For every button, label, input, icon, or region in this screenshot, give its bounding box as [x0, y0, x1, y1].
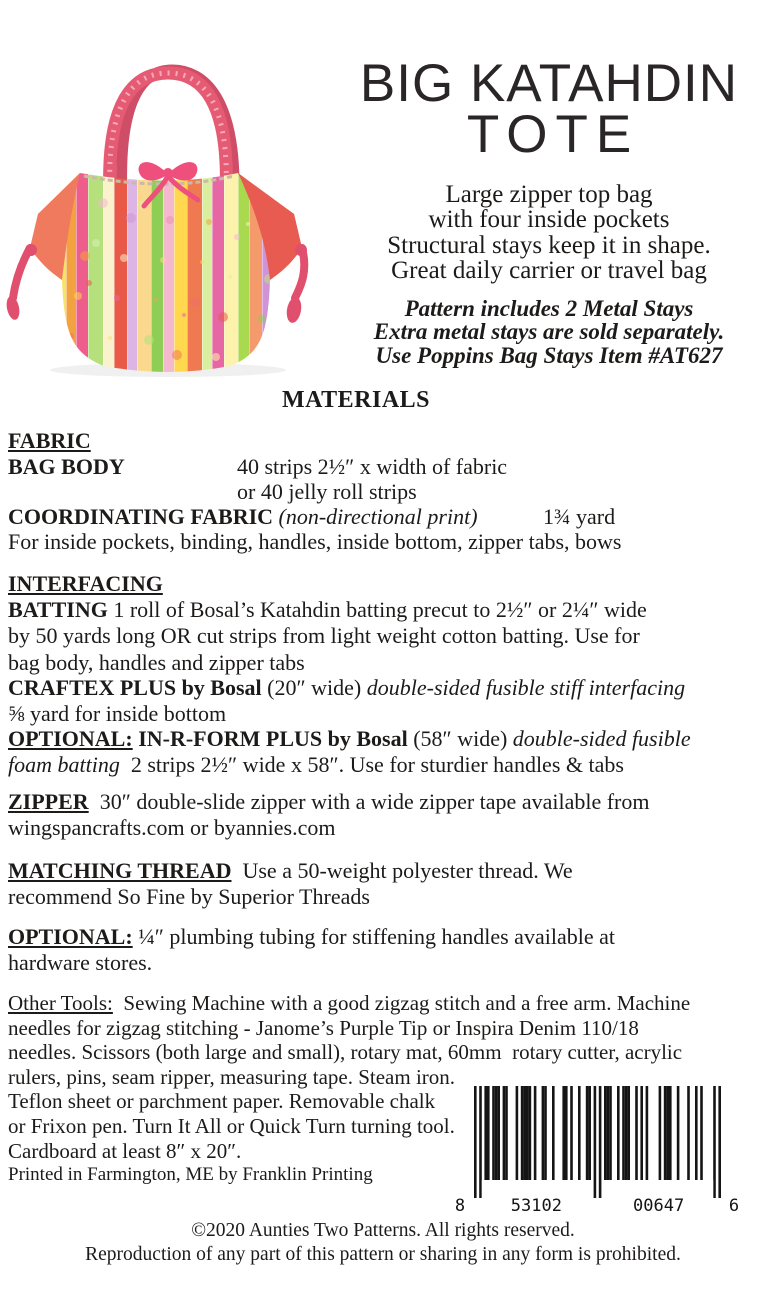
barcode-digits: 00647: [633, 1196, 685, 1216]
materials-heading: MATERIALS: [281, 387, 431, 413]
matching-thread-paragraph: MATCHING THREAD Use a 50-weight polyester thread. We recommend So Fine by Superior Threads: [8, 858, 573, 909]
barcode-digits: 6: [728, 1196, 740, 1216]
in-r-form-paragraph: OPTIONAL: IN-R-FORM PLUS by Bosal (58″ wide) double-sided fusible foam batting 2 strips 2½″ wide x 58″. Use for sturdier handles & tabs: [8, 726, 691, 777]
interfacing-section-heading: INTERFACING: [8, 571, 163, 596]
barcode-digits: 8: [454, 1196, 466, 1216]
metal-stays-note: Pattern includes 2 Metal Stays Extra metal stays are sold separately. Use Poppins Bag Stays Item #AT627: [373, 296, 725, 368]
product-tagline: Large zipper top bag with four inside pockets Structural stays keep it in shape. Great daily carrier or travel bag: [387, 181, 711, 285]
tote-bag-photo: [0, 46, 334, 378]
craftex-paragraph: CRAFTEX PLUS by Bosal (20″ wide) double-sided fusible stiff interfacing ⅝ yard for inside bottom: [8, 675, 686, 726]
reproduction-notice: Reproduction of any part of this pattern or sharing in any form is prohibited.: [85, 1244, 681, 1265]
title-line-1: BIG KATAHDIN: [359, 54, 739, 113]
optional-tubing-paragraph: OPTIONAL: ¼″ plumbing tubing for stiffening handles available at hardware stores.: [8, 924, 615, 976]
fabric-section-heading: FABRIC: [8, 428, 91, 453]
printed-in-line: Printed in Farmington, ME by Franklin Printing: [8, 1164, 373, 1185]
copyright-line: ©2020 Aunties Two Patterns. All rights reserved.: [191, 1220, 575, 1241]
bag-body-label: BAG BODY: [8, 454, 125, 479]
coordinating-fabric-description: For inside pockets, binding, handles, inside bottom, zipper tabs, bows: [8, 529, 622, 554]
page-title: [334, 54, 764, 164]
other-tools-paragraph: Other Tools: Sewing Machine with a good zigzag stitch and a free arm. Machine needles for zigzag stitching - Janome’s Purple Tip or Inspira Denim 110/18 needles. Scissors (both large and small), rotary mat, 60mm rotary cutter, acrylic rulers, pins, seam ripper, measuring tape. Steam iron. Teflon sheet or parchment paper. Removable chalk or Frixon pen. Turn It All or Quick Turn turning tool. Cardboard at least 8″ x 20″.: [8, 991, 691, 1163]
barcode-digits: 53102: [510, 1196, 562, 1216]
zipper-paragraph: ZIPPER 30″ double-slide zipper with a wide zipper tape available from wingspancrafts.com or byannies.com: [8, 789, 650, 841]
coordinating-fabric-amount: 1¾ yard: [543, 504, 616, 529]
coordinating-fabric-line: COORDINATING FABRIC (non-directional print): [8, 504, 478, 529]
title-line-2: TOTE: [466, 105, 640, 164]
bag-body-values: 40 strips 2½″ x width of fabric or 40 jelly roll strips: [237, 454, 508, 505]
upc-barcode: [452, 1086, 744, 1216]
batting-paragraph: BATTING 1 roll of Bosal’s Katahdin batting precut to 2½″ or 2¼″ wide by 50 yards long OR cut strips from light weight cotton batting. Use for bag body, handles and zipper tabs: [8, 597, 647, 675]
